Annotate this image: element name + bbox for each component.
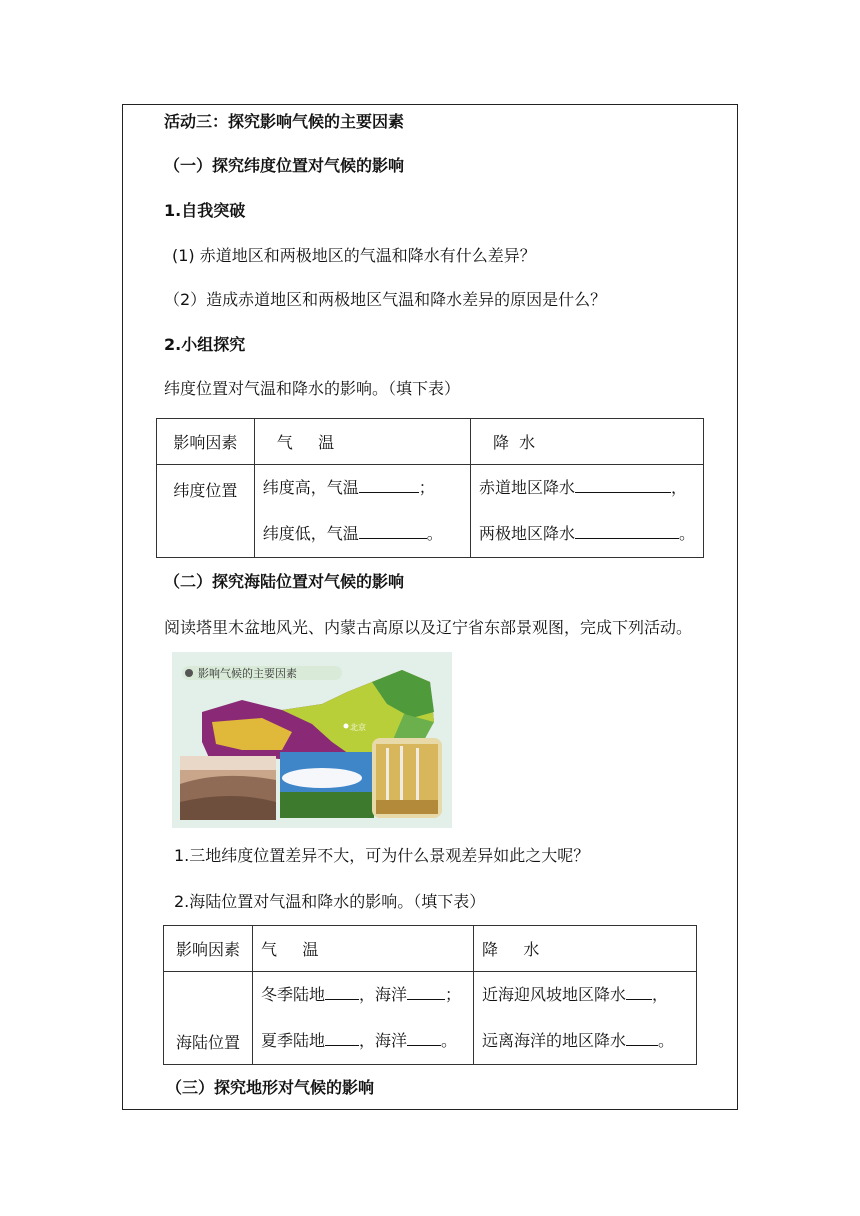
temperature-cell: 冬季陆地 ，海洋 ； 夏季陆地 ，海洋 。 [253,972,474,1065]
blank-field[interactable] [359,476,419,493]
precipitation-cell: 赤道地区降水 ， 两极地区降水 。 [470,465,703,558]
precipitation-cell: 近海迎风坡地区降水 ， 远离海洋的地区降水 。 [474,972,697,1065]
section-heading-latitude: （一）探究纬度位置对气候的影响 [164,156,405,175]
question-landscape-difference: 1.三地纬度位置差异不大，可为什么景观差异如此之大呢？ [174,846,590,865]
blank-field[interactable] [407,983,445,1000]
question-2: （2）造成赤道地区和两极地区气温和降水差异的原因是什么？ [164,290,607,309]
latitude-table-intro: 纬度位置对气温和降水的影响。（填下表） [164,379,461,398]
question-1: (1) 赤道地区和两极地区的气温和降水有什么差异？ [172,246,536,265]
blank-field[interactable] [575,522,679,539]
table-header-temperature: 气 温 [253,926,474,972]
blank-field[interactable] [407,1029,441,1046]
landscape-intro: 阅读塔里木盆地风光、内蒙古高原以及辽宁省东部景观图，完成下列活动。 [164,618,693,637]
blank-field[interactable] [626,1029,658,1046]
table-header-precipitation: 降 水 [474,926,697,972]
table-header-factor: 影响因素 [157,419,255,465]
section-heading-land-sea: （二）探究海陆位置对气候的影响 [164,572,405,591]
blank-field[interactable] [325,983,359,1000]
table-row-label: 海陆位置 [164,972,253,1065]
table-header-temperature: 气 温 [254,419,470,465]
climate-factors-map-image [172,652,452,828]
blank-field[interactable] [626,983,652,1000]
activity-title: 活动三：探究影响气候的主要因素 [164,112,405,131]
land-sea-table [163,925,697,1065]
svg-text:北京: 北京 [350,723,366,732]
section-heading-terrain: （三）探究地形对气候的影响 [166,1078,375,1097]
subheading-self-breakthrough: 1.自我突破 [164,201,246,220]
latitude-table [156,418,704,558]
table-row-label: 纬度位置 [157,465,255,558]
blank-field[interactable] [359,522,427,539]
blank-field[interactable] [575,476,671,493]
landscape-illustration [172,652,452,828]
subheading-group-inquiry: 2.小组探究 [164,335,246,354]
blank-field[interactable] [325,1029,359,1046]
land-sea-table-intro: 2.海陆位置对气温和降水的影响。（填下表） [174,892,486,911]
temperature-cell: 纬度高，气温 ； 纬度低，气温 。 [254,465,470,558]
svg-text:影响气候的主要因素: 影响气候的主要因素 [198,667,297,680]
table-header-factor: 影响因素 [164,926,253,972]
table-header-precipitation: 降 水 [470,419,703,465]
